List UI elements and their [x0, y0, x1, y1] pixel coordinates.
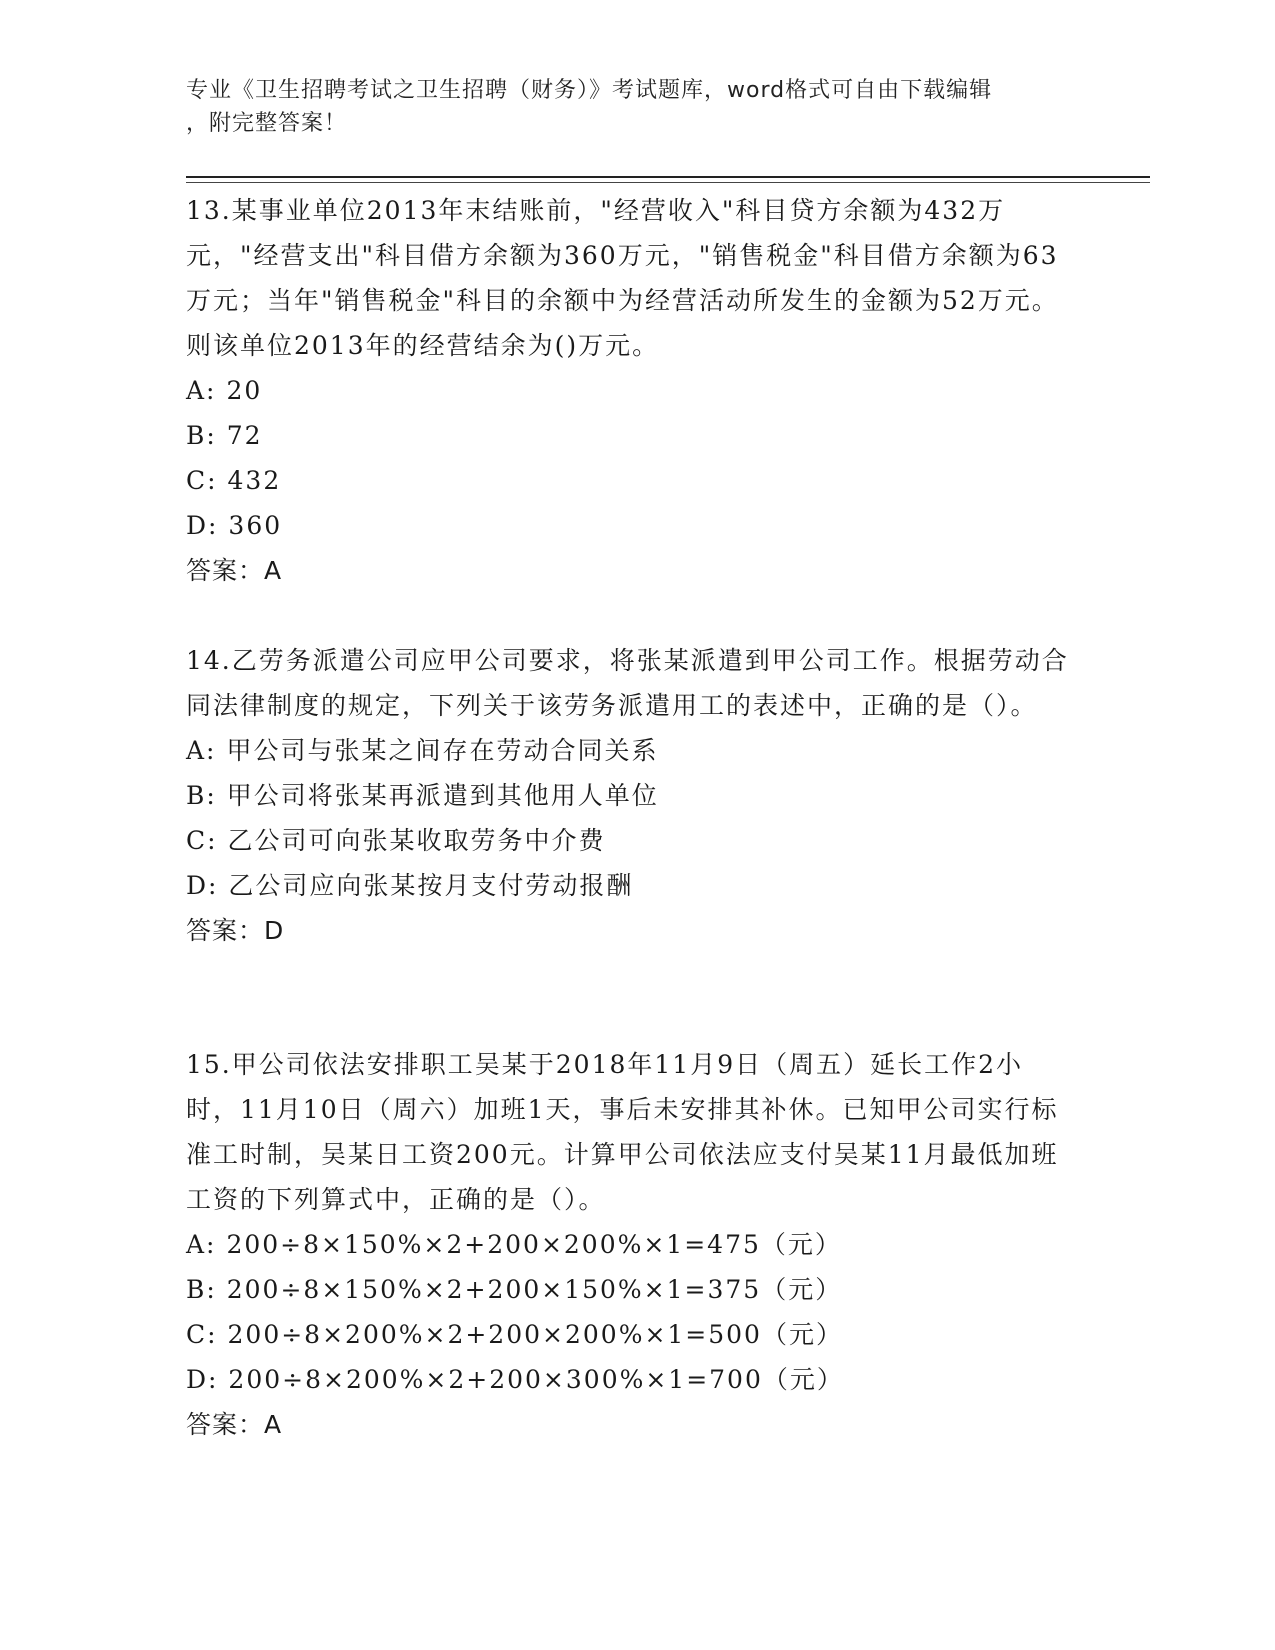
option-text: 200÷8×150%×2+200×150%×1=375（元）: [226, 1275, 843, 1304]
answer-line: 答案：A: [186, 1410, 283, 1439]
question-13: [186, 188, 1076, 593]
option-text: 乙公司应向张某按月支付劳动报酬: [228, 871, 634, 900]
question-stem: 15.甲公司依法安排职工吴某于2018年11月9日（周五）延长工作2小时，11月10日（周六）加班1天，事后未安排其补休。已知甲公司实行标准工时制，吴某日工资200元。计算甲公司依法应支付吴某11月最低加班工资的下列算式中，正确的是（）。: [186, 1050, 1059, 1214]
answer-line: 答案：A: [186, 556, 283, 585]
option-key: B:: [186, 421, 217, 450]
option-c: [186, 458, 1076, 503]
option-key: D:: [186, 511, 219, 540]
option-text: 360: [228, 511, 283, 540]
option-a: [186, 368, 1076, 413]
option-b: [186, 1267, 1076, 1312]
header-line-2: ，附完整答案！: [186, 111, 348, 136]
header-divider-thin: [186, 182, 1150, 183]
header-line-1: 专业《卫生招聘考试之卫生招聘（财务）》考试题库，word格式可自由下载编辑: [186, 78, 993, 103]
option-d: [186, 503, 1076, 548]
option-d: [186, 1357, 1076, 1402]
option-d: [186, 863, 1076, 908]
option-b: [186, 773, 1076, 818]
header-divider-thick: [186, 176, 1150, 178]
option-c: [186, 818, 1076, 863]
option-key: A:: [186, 1230, 217, 1259]
option-key: C:: [186, 1320, 218, 1349]
option-a: [186, 1222, 1076, 1267]
question-stem: 13.某事业单位2013年末结账前，"经营收入"科目贷方余额为432万元，"经营支出"科目借方余额为360万元，"销售税金"科目借方余额为63万元；当年"销售税金"科目的余额中为经营活动所发生的金额为52万元。则该单位2013年的经营结余为()万元。: [186, 196, 1059, 360]
option-text: 72: [226, 421, 263, 450]
option-a: [186, 728, 1076, 773]
option-key: A:: [186, 736, 217, 765]
option-key: B:: [186, 781, 217, 810]
option-text: 乙公司可向张某收取劳务中介费: [227, 826, 606, 855]
option-key: A:: [186, 376, 217, 405]
document-header: [186, 74, 1066, 140]
answer-line: 答案：D: [186, 916, 285, 945]
option-text: 甲公司将张某再派遣到其他用人单位: [226, 781, 659, 810]
option-key: B:: [186, 1275, 217, 1304]
option-key: C:: [186, 826, 218, 855]
option-text: 200÷8×200%×2+200×300%×1=700（元）: [228, 1365, 844, 1394]
option-text: 200÷8×200%×2+200×200%×1=500（元）: [227, 1320, 843, 1349]
option-key: D:: [186, 871, 219, 900]
option-text: 20: [226, 376, 263, 405]
option-b: [186, 413, 1076, 458]
option-key: C:: [186, 466, 218, 495]
option-text: 432: [227, 466, 282, 495]
question-14: [186, 638, 1076, 953]
option-key: D:: [186, 1365, 219, 1394]
question-15: [186, 1042, 1076, 1447]
option-text: 甲公司与张某之间存在劳动合同关系: [226, 736, 659, 765]
option-text: 200÷8×150%×2+200×200%×1=475（元）: [226, 1230, 842, 1259]
question-stem: 14.乙劳务派遣公司应甲公司要求，将张某派遣到甲公司工作。根据劳动合同法律制度的规定，下列关于该劳务派遣用工的表述中，正确的是（）。: [186, 646, 1069, 720]
option-c: [186, 1312, 1076, 1357]
